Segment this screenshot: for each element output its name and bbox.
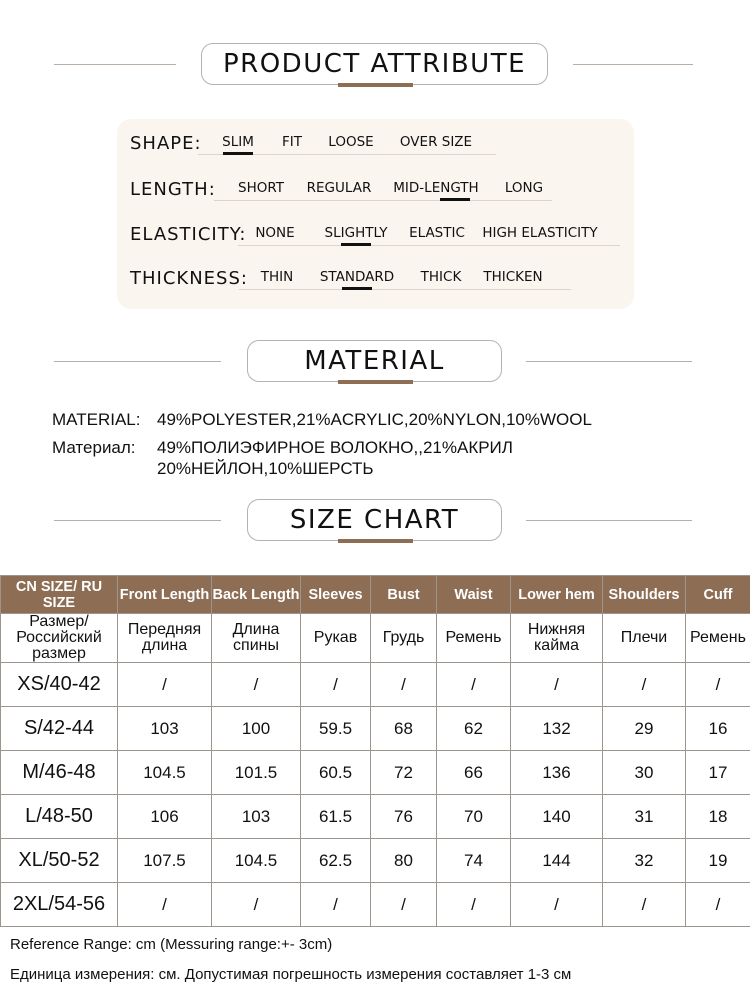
table-cell: 132 [511, 707, 603, 751]
section-title-text: PRODUCT ATTRIBUTE [222, 49, 527, 79]
table-cell: / [437, 883, 511, 927]
header-cell: Lower hem [511, 576, 603, 614]
table-cell: / [603, 883, 686, 927]
attribute-option: THICK [420, 269, 462, 285]
table-row [1, 707, 750, 751]
table-row [1, 663, 750, 707]
attribute-option: OVER SIZE [399, 134, 473, 150]
material-ru-value-2: 20%НЕЙЛОН,10%ШЕРСТЬ [157, 459, 374, 478]
attribute-label: ELASTICITY: [130, 224, 247, 245]
table-cell: / [118, 663, 212, 707]
table-cell: XL/50-52 [1, 839, 118, 883]
table-cell: 104.5 [212, 839, 301, 883]
attribute-option: LONG [504, 180, 544, 196]
header-cell: Нижняя кайма [511, 614, 603, 663]
divider [526, 361, 692, 362]
attribute-option: HIGH ELASTICITY [482, 225, 598, 241]
table-cell: 101.5 [212, 751, 301, 795]
attribute-label: SHAPE: [130, 133, 202, 154]
attribute-label: THICKNESS: [130, 268, 248, 289]
section-title-material [247, 340, 502, 382]
header-cell: Рукав [301, 614, 371, 663]
attribute-option: THIN [260, 269, 294, 285]
header-cell: Плечи [603, 614, 686, 663]
table-cell: 29 [603, 707, 686, 751]
table-cell: 60.5 [301, 751, 371, 795]
attribute-option: SLIGHTLY [324, 225, 388, 241]
table-cell: / [686, 883, 750, 927]
divider [54, 64, 176, 65]
table-cell: / [371, 883, 437, 927]
section-title-product-attribute [201, 43, 548, 85]
table-cell: / [511, 663, 603, 707]
selected-marker [341, 243, 371, 246]
header-cell: CN SIZE/ RU SIZE [1, 576, 118, 614]
accent-bar [338, 539, 413, 543]
header-cell: Ремень [686, 614, 750, 663]
table-cell: 31 [603, 795, 686, 839]
header-cell: Ремень [437, 614, 511, 663]
table-cell: 62 [437, 707, 511, 751]
table-cell: 32 [603, 839, 686, 883]
divider [573, 64, 693, 65]
table-row [1, 795, 750, 839]
section-title-text: SIZE CHART [289, 505, 460, 535]
header-cell: Передняя длина [118, 614, 212, 663]
table-cell: 76 [371, 795, 437, 839]
selected-marker [440, 198, 470, 201]
table-cell: 16 [686, 707, 750, 751]
table-cell: / [603, 663, 686, 707]
attribute-baseline [238, 245, 620, 246]
table-cell: 140 [511, 795, 603, 839]
table-cell: 68 [371, 707, 437, 751]
table-cell: M/46-48 [1, 751, 118, 795]
table-cell: 62.5 [301, 839, 371, 883]
footer-ru-note: Единица измерения: см. Допустимая погрешность измерения составляет 1-3 см [10, 966, 572, 983]
table-cell: / [301, 883, 371, 927]
table-cell: L/48-50 [1, 795, 118, 839]
header-cell: Размер/ Российский размер [1, 614, 118, 663]
divider [526, 520, 692, 521]
accent-bar [338, 380, 413, 384]
table-cell: 59.5 [301, 707, 371, 751]
table-cell: 103 [118, 707, 212, 751]
attribute-option: SLIM [222, 134, 254, 150]
attribute-baseline [214, 200, 552, 201]
material-en-label: MATERIAL: [52, 410, 141, 429]
header-cell: Грудь [371, 614, 437, 663]
table-cell: XS/40-42 [1, 663, 118, 707]
table-cell: / [118, 883, 212, 927]
table-cell: 61.5 [301, 795, 371, 839]
table-cell: 104.5 [118, 751, 212, 795]
attribute-option: REGULAR [306, 180, 372, 196]
table-cell: 74 [437, 839, 511, 883]
material-ru-label: Материал: [52, 438, 136, 457]
table-cell: 100 [212, 707, 301, 751]
attribute-option: MID-LENGTH [393, 180, 479, 196]
attribute-option: ELASTIC [409, 225, 465, 241]
table-cell: / [437, 663, 511, 707]
attribute-option: SHORT [238, 180, 284, 196]
accent-bar [338, 83, 413, 87]
table-header-row-en [1, 576, 750, 614]
table-cell: / [212, 883, 301, 927]
attribute-option: STANDARD [319, 269, 395, 285]
table-cell: 30 [603, 751, 686, 795]
table-cell: S/42-44 [1, 707, 118, 751]
table-cell: 2XL/54-56 [1, 883, 118, 927]
table-cell: 103 [212, 795, 301, 839]
divider [54, 520, 221, 521]
attribute-option: NONE [255, 225, 295, 241]
table-row [1, 883, 750, 927]
table-cell: 70 [437, 795, 511, 839]
table-cell: 18 [686, 795, 750, 839]
table-cell: / [686, 663, 750, 707]
header-cell: Bust [371, 576, 437, 614]
table-row [1, 839, 750, 883]
table-cell: 72 [371, 751, 437, 795]
footer-reference-range: Reference Range: cm (Messuring range:+- 3cm) [10, 936, 333, 953]
table-cell: / [511, 883, 603, 927]
attribute-panel [117, 119, 634, 309]
section-title-text: MATERIAL [304, 346, 445, 376]
divider [54, 361, 221, 362]
header-cell: Front Length [118, 576, 212, 614]
header-cell: Длина спины [212, 614, 301, 663]
table-cell: / [371, 663, 437, 707]
attribute-option: FIT [282, 134, 302, 150]
selected-marker [342, 287, 372, 290]
table-cell: / [301, 663, 371, 707]
table-cell: 66 [437, 751, 511, 795]
table-cell: 106 [118, 795, 212, 839]
header-cell: Cuff [686, 576, 750, 614]
header-cell: Shoulders [603, 576, 686, 614]
table-cell: 19 [686, 839, 750, 883]
size-chart-table [0, 575, 750, 927]
attribute-label: LENGTH: [130, 179, 216, 200]
section-title-size-chart [247, 499, 502, 541]
table-cell: / [212, 663, 301, 707]
material-ru-value-1: 49%ПОЛИЭФИРНОЕ ВОЛОКНО,,21%АКРИЛ [157, 438, 513, 457]
attribute-option: LOOSE [328, 134, 374, 150]
header-cell: Back Length [212, 576, 301, 614]
attribute-option: THICKEN [483, 269, 543, 285]
selected-marker [223, 152, 253, 155]
table-cell: 107.5 [118, 839, 212, 883]
header-cell: Waist [437, 576, 511, 614]
table-cell: 144 [511, 839, 603, 883]
table-cell: 136 [511, 751, 603, 795]
header-cell: Sleeves [301, 576, 371, 614]
table-header-row-ru [1, 614, 750, 663]
table-cell: 80 [371, 839, 437, 883]
attribute-baseline [239, 289, 571, 290]
table-row [1, 751, 750, 795]
table-cell: 17 [686, 751, 750, 795]
material-en-value: 49%POLYESTER,21%ACRYLIC,20%NYLON,10%WOOL [157, 410, 592, 429]
